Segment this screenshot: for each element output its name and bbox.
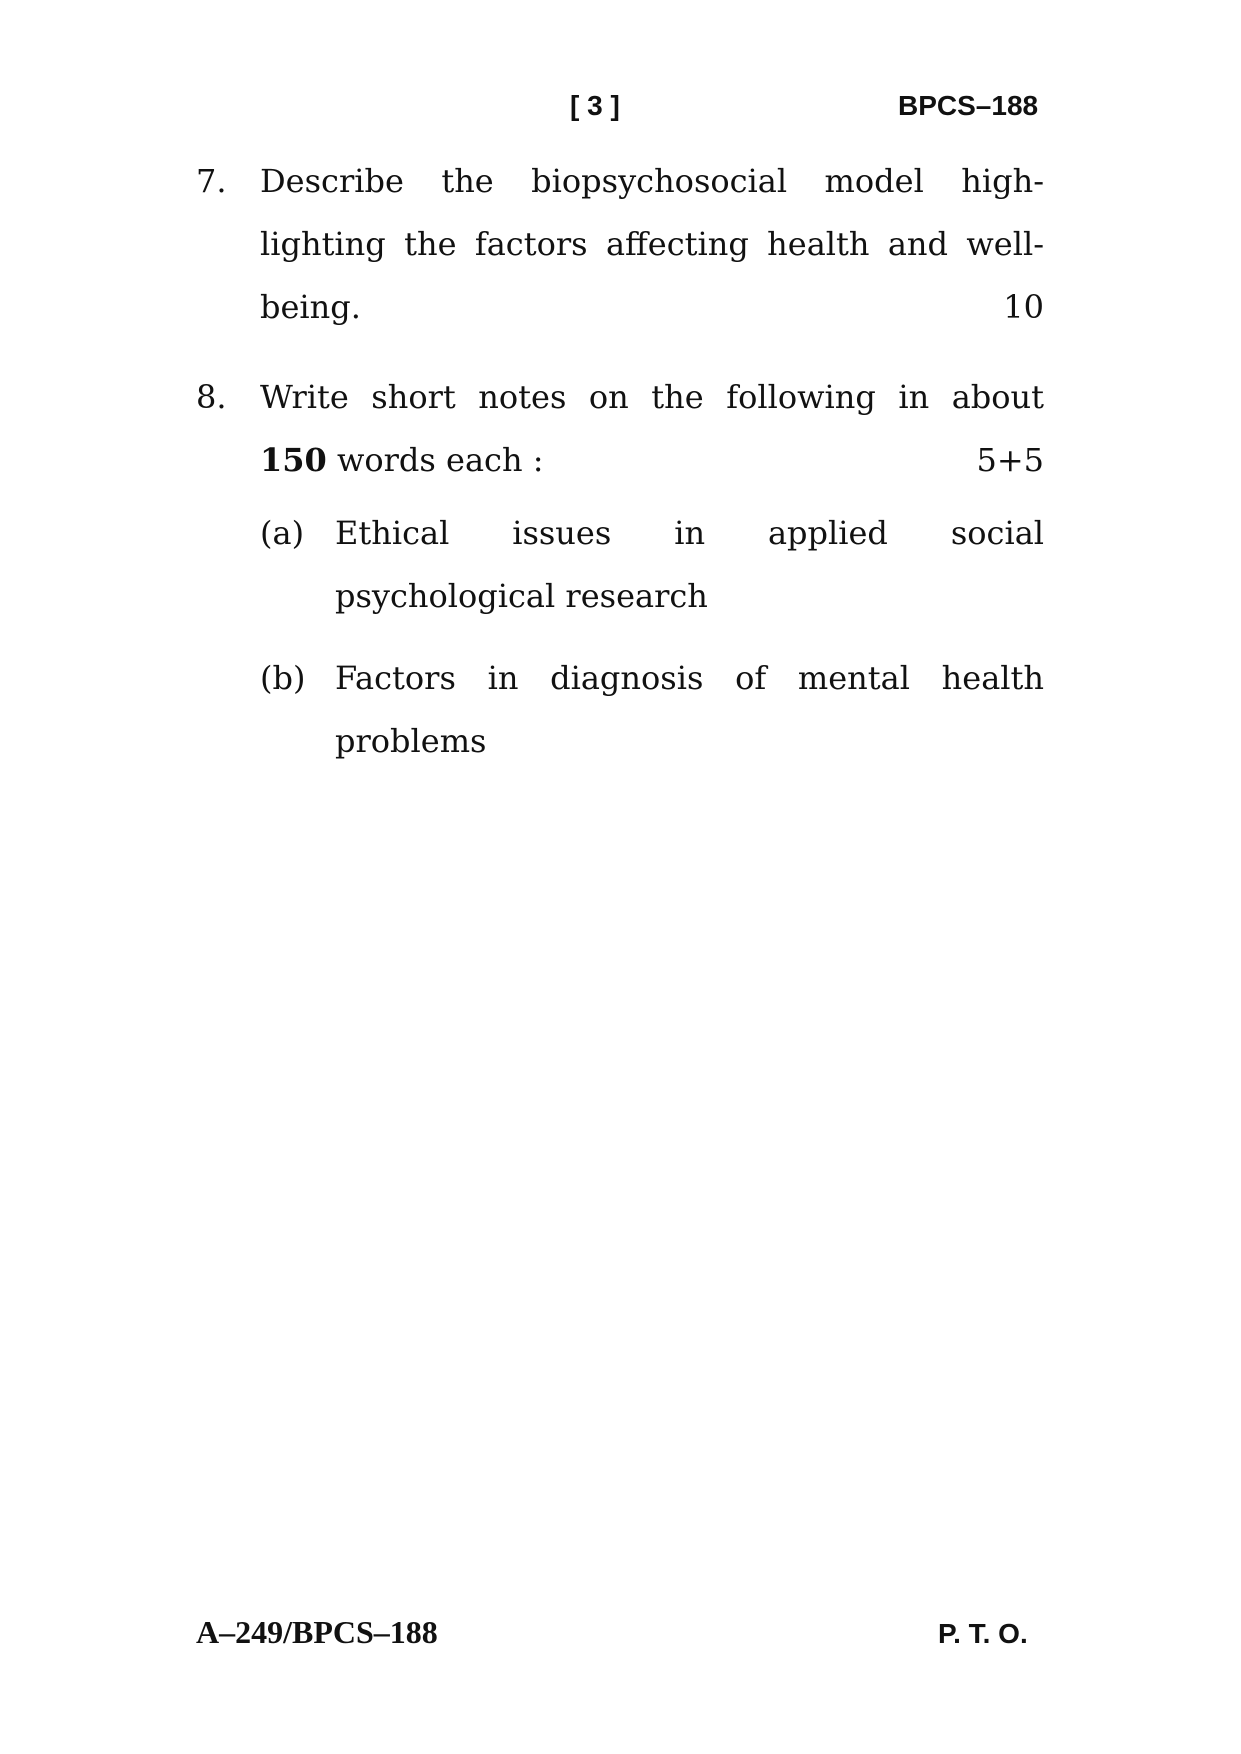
question-line: being.	[260, 288, 361, 326]
sub-item-b	[260, 647, 1044, 773]
sub-item-line: psychological research	[335, 577, 708, 615]
sub-item-line: Factors in diagnosis of mental health	[335, 659, 1044, 697]
sub-item-text	[335, 502, 1044, 628]
word-count: 150	[260, 441, 327, 479]
question-number: 7.	[196, 162, 227, 200]
question-last-line	[260, 276, 1044, 339]
header-course-code: BPCS–188	[898, 90, 1039, 121]
please-turn-over: P. T. O.	[938, 1618, 1028, 1649]
question-text	[260, 150, 1044, 339]
sub-item-text	[335, 647, 1044, 773]
footer-paper-code: A–249/BPCS–188	[196, 1614, 438, 1650]
question-text	[260, 366, 1044, 492]
question-line-rest: words each :	[326, 441, 544, 479]
question-last-line	[260, 429, 1044, 492]
question-7	[196, 150, 1044, 339]
question-marks: 5+5	[976, 441, 1044, 479]
question-line	[260, 429, 544, 492]
question-8	[196, 366, 1044, 773]
question-line: lighting the factors affecting health and well-	[260, 225, 1044, 263]
sub-item-label: (a)	[260, 514, 305, 552]
page-number: [ 3 ]	[570, 90, 620, 121]
question-marks: 10	[1003, 288, 1044, 326]
question-number: 8.	[196, 378, 227, 416]
question-line: Describe the biopsychosocial model high-	[260, 162, 1044, 200]
sub-item-line: Ethical issues in applied social	[335, 514, 1044, 552]
sub-item-label: (b)	[260, 659, 306, 697]
question-line: Write short notes on the following in about	[260, 378, 1044, 416]
sub-item-line: problems	[335, 722, 487, 760]
sub-item-a	[260, 502, 1044, 628]
